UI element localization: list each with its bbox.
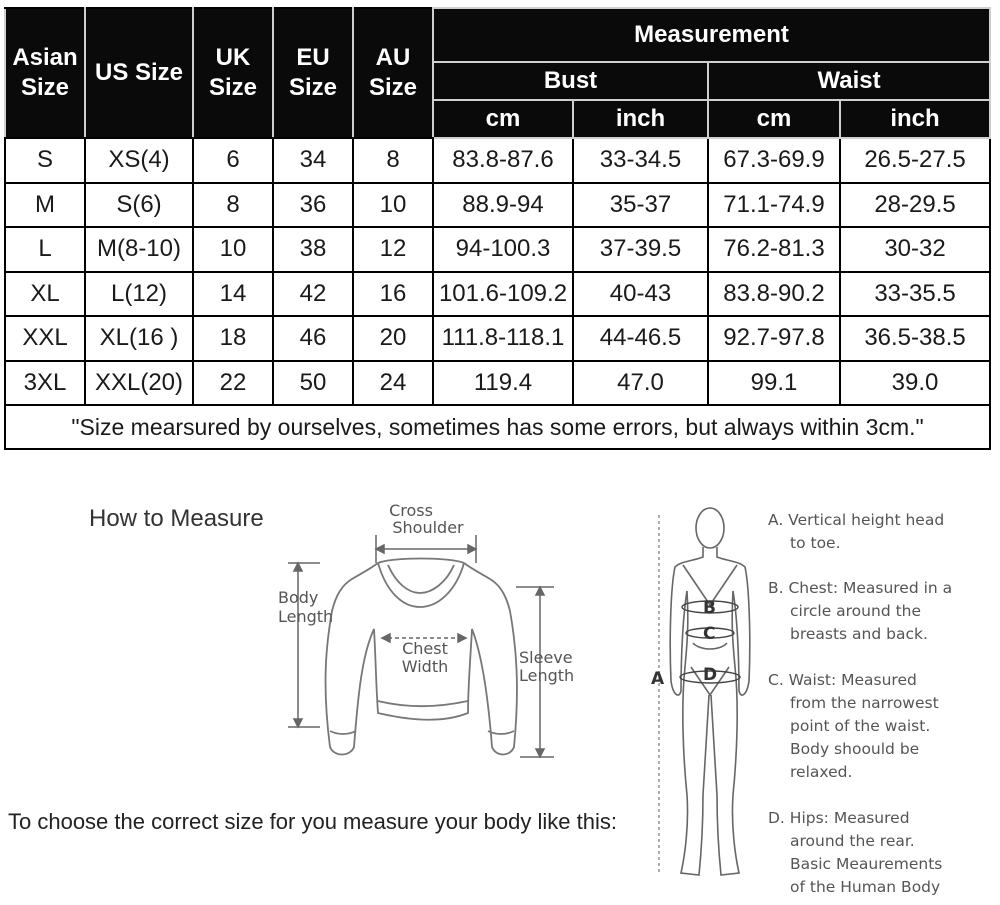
- header-waist: Waist: [708, 62, 990, 100]
- cell-au: 16: [353, 272, 433, 317]
- legend-c-line3: point of the waist.: [790, 717, 931, 735]
- header-au-size: AU Size: [353, 8, 433, 138]
- label-c: C: [703, 624, 716, 644]
- header-bust-cm: cm: [433, 100, 573, 138]
- cell-bust-cm: 119.4: [433, 361, 573, 406]
- header-eu-size: EU Size: [273, 8, 353, 138]
- cell-au: 12: [353, 227, 433, 272]
- cell-bust-cm: 111.8-118.1: [433, 316, 573, 361]
- sleeve-length-label: Sleeve: [519, 648, 573, 667]
- legend-c-line5: relaxed.: [790, 763, 853, 781]
- measurement-note: "Size mearsured by ourselves, sometimes has some errors, but always within 3cm.": [5, 405, 990, 449]
- cell-bust-inch: 35-37: [573, 183, 708, 228]
- garment-diagram: [270, 495, 575, 775]
- cell-uk: 6: [193, 138, 273, 183]
- cell-us: XXL(20): [85, 361, 193, 406]
- cell-asian: M: [5, 183, 85, 228]
- cell-bust-cm: 88.9-94: [433, 183, 573, 228]
- cell-us: L(12): [85, 272, 193, 317]
- cell-asian: XL: [5, 272, 85, 317]
- legend-d-line1: D. Hips: Measured: [768, 809, 910, 827]
- cell-uk: 22: [193, 361, 273, 406]
- header-uk-size: UK Size: [193, 8, 273, 138]
- human-body-icon: [670, 508, 750, 875]
- table-row: [5, 272, 990, 317]
- body-length-label: Body: [278, 588, 319, 607]
- legend-b-line1: B. Chest: Measured in a: [768, 579, 953, 597]
- header-measurement: Measurement: [433, 8, 990, 62]
- legend-c-line4: Body shoould be: [790, 740, 920, 758]
- body-figure-diagram: [645, 495, 760, 890]
- legend-a: [768, 509, 993, 555]
- chest-width-label: Chest: [402, 639, 448, 658]
- cell-bust-inch: 33-34.5: [573, 138, 708, 183]
- legend-b-line3: breasts and back.: [790, 625, 928, 643]
- cell-waist-inch: 33-35.5: [840, 272, 990, 317]
- legend-d-line2: around the rear.: [790, 832, 915, 850]
- cell-us: XS(4): [85, 138, 193, 183]
- table-row: [5, 361, 990, 406]
- legend-d: [768, 807, 993, 899]
- header-us-size: US Size: [85, 8, 193, 138]
- cell-eu: 50: [273, 361, 353, 406]
- cell-au: 20: [353, 316, 433, 361]
- cell-asian: XXL: [5, 316, 85, 361]
- label-d: D: [703, 665, 718, 685]
- cell-waist-inch: 30-32: [840, 227, 990, 272]
- cell-waist-cm: 76.2-81.3: [708, 227, 840, 272]
- legend-b-line2: circle around the: [790, 602, 922, 620]
- cell-waist-inch: 36.5-38.5: [840, 316, 990, 361]
- cell-eu: 34: [273, 138, 353, 183]
- cell-uk: 14: [193, 272, 273, 317]
- size-rows: [5, 138, 990, 449]
- size-chart-table: [4, 7, 991, 450]
- cell-waist-cm: 71.1-74.9: [708, 183, 840, 228]
- body-length-label-2: Length: [278, 607, 334, 626]
- legend-d-line3: Basic Meaurements: [790, 855, 943, 873]
- legend-a-line2: to toe.: [790, 534, 841, 552]
- table-row: [5, 227, 990, 272]
- legend-a-line1: A. Vertical height head: [768, 511, 945, 529]
- note-row: [5, 405, 990, 449]
- cell-eu: 36: [273, 183, 353, 228]
- cell-au: 24: [353, 361, 433, 406]
- cell-uk: 8: [193, 183, 273, 228]
- sleeve-length-label-2: Length: [519, 666, 575, 685]
- cell-us: S(6): [85, 183, 193, 228]
- header-asian-size: Asian Size: [5, 8, 85, 138]
- cell-au: 8: [353, 138, 433, 183]
- legend-d-line4: of the Human Body: [790, 878, 941, 896]
- cell-bust-inch: 47.0: [573, 361, 708, 406]
- cross-shoulder-label-2: Shoulder: [392, 518, 464, 537]
- legend-b: [768, 577, 993, 646]
- label-a: A: [651, 669, 665, 689]
- cell-waist-inch: 28-29.5: [840, 183, 990, 228]
- cell-waist-cm: 99.1: [708, 361, 840, 406]
- legend-c: [768, 669, 993, 784]
- table-row: [5, 183, 990, 228]
- label-b: B: [703, 598, 716, 618]
- cell-bust-cm: 101.6-109.2: [433, 272, 573, 317]
- cell-eu: 42: [273, 272, 353, 317]
- cell-eu: 46: [273, 316, 353, 361]
- header-bust: Bust: [433, 62, 708, 100]
- how-to-measure-title: How to Measure: [89, 505, 264, 532]
- cell-bust-inch: 40-43: [573, 272, 708, 317]
- cell-us: XL(16 ): [85, 316, 193, 361]
- cell-waist-inch: 39.0: [840, 361, 990, 406]
- chest-width-label-2: Width: [401, 657, 449, 676]
- cell-uk: 18: [193, 316, 273, 361]
- cross-shoulder-label: Cross: [389, 501, 433, 520]
- legend-c-line1: C. Waist: Measured: [768, 671, 917, 689]
- table-row: [5, 138, 990, 183]
- cell-bust-inch: 44-46.5: [573, 316, 708, 361]
- header-waist-cm: cm: [708, 100, 840, 138]
- legend-c-line2: from the narrowest: [790, 694, 939, 712]
- cell-asian: L: [5, 227, 85, 272]
- cell-us: M(8-10): [85, 227, 193, 272]
- cell-asian: 3XL: [5, 361, 85, 406]
- cell-bust-inch: 37-39.5: [573, 227, 708, 272]
- table-row: [5, 316, 990, 361]
- cell-waist-inch: 26.5-27.5: [840, 138, 990, 183]
- cell-waist-cm: 67.3-69.9: [708, 138, 840, 183]
- cell-au: 10: [353, 183, 433, 228]
- cell-bust-cm: 94-100.3: [433, 227, 573, 272]
- cell-asian: S: [5, 138, 85, 183]
- cell-waist-cm: 83.8-90.2: [708, 272, 840, 317]
- cell-eu: 38: [273, 227, 353, 272]
- cell-bust-cm: 83.8-87.6: [433, 138, 573, 183]
- header-waist-inch: inch: [840, 100, 990, 138]
- header-bust-inch: inch: [573, 100, 708, 138]
- measurement-rings: [659, 515, 740, 873]
- choose-size-instruction: To choose the correct size for you measure your body like this:: [8, 809, 617, 834]
- cell-waist-cm: 92.7-97.8: [708, 316, 840, 361]
- cell-uk: 10: [193, 227, 273, 272]
